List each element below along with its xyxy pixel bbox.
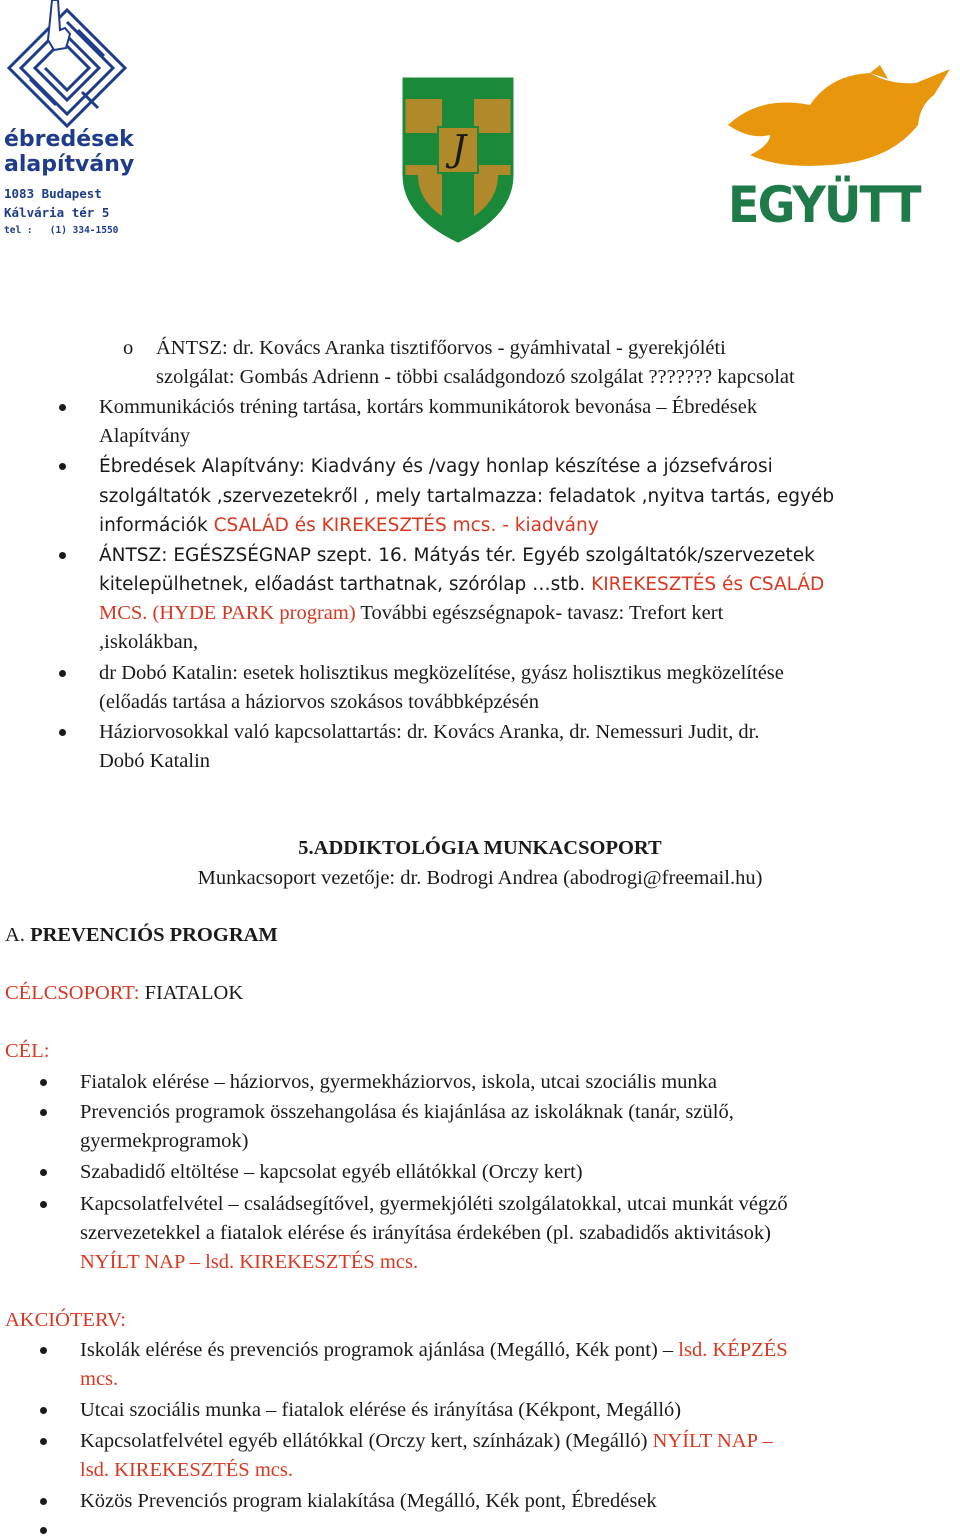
text-line: Kapcsolatfelvétel – családsegítővel, gyermekjóléti szolgálatokkal, utcai munkát végző <box>80 1193 788 1215</box>
bullet <box>40 1498 47 1505</box>
text-line <box>99 599 723 629</box>
section-title: 5.ADDIKTOLÓGIA MUNKACSOPORT <box>298 837 662 859</box>
bullet <box>59 729 66 736</box>
text-span: Iskolák elérése és prevenciós programok ajánlása (Megálló, Kék pont) – <box>80 1339 679 1361</box>
target-label: CÉLCSOPORT: <box>5 982 140 1004</box>
egyutt-wordmark: EGYÜTT <box>728 176 920 234</box>
shield-letter: J <box>451 129 467 170</box>
text-line: Szabadidő eltöltése – kapcsolat egyéb ellátókkal (Orczy kert) <box>80 1161 583 1183</box>
text-line: Kommunikációs tréning tartása, kortárs kommunikátorok bevonása – Ébredések <box>99 396 758 418</box>
action-label: AKCIÓTERV: <box>5 1309 126 1331</box>
highlight-line: mcs. <box>80 1368 119 1390</box>
bullet <box>59 404 66 411</box>
text-line <box>99 511 599 541</box>
text-line <box>99 570 824 600</box>
dove-icon <box>720 65 960 175</box>
text-line: Alapítvány <box>99 425 191 447</box>
text-line: gyermekprogramok) <box>80 1130 249 1152</box>
target-group <box>5 979 243 1009</box>
target-value: FIATALOK <box>139 982 244 1004</box>
text-line: Dobó Katalin <box>99 750 211 772</box>
bullet <box>40 1347 47 1354</box>
highlight-span: lsd. KÉPZÉS <box>678 1339 788 1361</box>
highlight-span: MCS. (HYDE PARK program) <box>99 602 356 624</box>
bullet <box>59 552 66 559</box>
ebredesek-logo <box>0 0 135 245</box>
text-span: További egészségnapok- tavasz: Trefort kert <box>355 602 724 624</box>
bullet <box>40 1407 47 1414</box>
text-line: Ébredések Alapítvány: Kiadvány és /vagy honlap készítése a józsefvárosi <box>99 456 773 477</box>
program-heading <box>5 921 278 951</box>
text-line: szolgálat: Gombás Adrienn - többi családgondozó szolgálat ??????? kapcsolat <box>156 366 795 388</box>
text-line <box>80 1336 788 1366</box>
bullet <box>40 1169 47 1176</box>
text-line: szolgáltatók ,szervezetekről , mely tartalmazza: feladatok ,nyitva tartás, egyéb <box>99 486 835 507</box>
goal-label: CÉL: <box>5 1040 50 1062</box>
highlight-span: NYÍLT NAP – <box>652 1430 773 1452</box>
egyutt-logo <box>720 65 960 235</box>
bullet <box>59 463 66 470</box>
highlight-span: CSALÁD és KIREKESZTÉS mcs. - kiadvány <box>213 515 599 536</box>
program-prefix: A. <box>5 924 31 946</box>
list-marker-o: o <box>123 337 134 359</box>
section-leader: Munkacsoport vezetője: dr. Bodrogi Andrea (abodrogi@freemail.hu) <box>197 867 763 889</box>
text-line: Közös Prevenciós program kialakítása (Megálló, Kék pont, Ébredések <box>80 1490 657 1512</box>
shield-logo <box>400 75 516 245</box>
bullet <box>40 1109 47 1116</box>
bullet <box>40 1201 47 1208</box>
logo-address-line1: 1083 Budapest <box>4 186 102 201</box>
highlight-line: NYÍLT NAP – lsd. KIREKESZTÉS mcs. <box>80 1251 419 1273</box>
text-line: ÁNTSZ: dr. Kovács Aranka tisztifőorvos - gyámhivatal - gyerekjóléti <box>156 337 726 359</box>
text-line: ÁNTSZ: EGÉSZSÉGNAP szept. 16. Mátyás tér. Egyéb szolgáltatók/szervezetek <box>99 545 815 566</box>
bullet <box>40 1079 47 1086</box>
program-title: PREVENCIÓS PROGRAM <box>30 924 278 946</box>
text-line: szervezetekkel a fiatalok elérése és irányítása érdekében (pl. szabadidős aktivitások) <box>80 1222 771 1244</box>
logo-phone: tel : (1) 334-1550 <box>4 225 119 236</box>
text-span: kitelepülhetnek, előadást tarthatnak, szórólap …stb. <box>99 574 592 595</box>
text-line <box>80 1427 773 1457</box>
text-line: Fiatalok elérése – háziorvos, gyermekháziorvos, iskola, utcai szociális munka <box>80 1071 718 1093</box>
bullet <box>40 1527 47 1534</box>
maze-hand-icon <box>0 0 135 130</box>
logo-name-line2: alapítvány <box>4 152 135 177</box>
bullet <box>40 1438 47 1445</box>
highlight-line: lsd. KIREKESZTÉS mcs. <box>80 1459 293 1481</box>
text-line: Háziorvosokkal való kapcsolattartás: dr. Kovács Aranka, dr. Nemessuri Judit, dr. <box>99 721 760 743</box>
text-line: (előadás tartása a háziorvos szokásos továbbképzésén <box>99 691 540 713</box>
text-line: Prevenciós programok összehangolása és kiajánlása az iskoláknak (tanár, szülő, <box>80 1101 734 1123</box>
text-span: információk <box>99 515 214 536</box>
logo-address-line2: Kálvária tér 5 <box>4 205 110 220</box>
text-line: Utcai szociális munka – fiatalok elérése és irányítása (Kékpont, Megálló) <box>80 1399 682 1421</box>
logo-name-line1: ébredések <box>4 127 134 152</box>
bullet <box>59 670 66 677</box>
text-line: ,iskolákban, <box>99 631 199 653</box>
text-span: Kapcsolatfelvétel egyéb ellátókkal (Orczy kert, színházak) (Megálló) <box>80 1430 653 1452</box>
highlight-span: KIREKESZTÉS és CSALÁD <box>591 574 825 595</box>
text-line: dr Dobó Katalin: esetek holisztikus megközelítése, gyász holisztikus megközelítése <box>99 662 784 684</box>
